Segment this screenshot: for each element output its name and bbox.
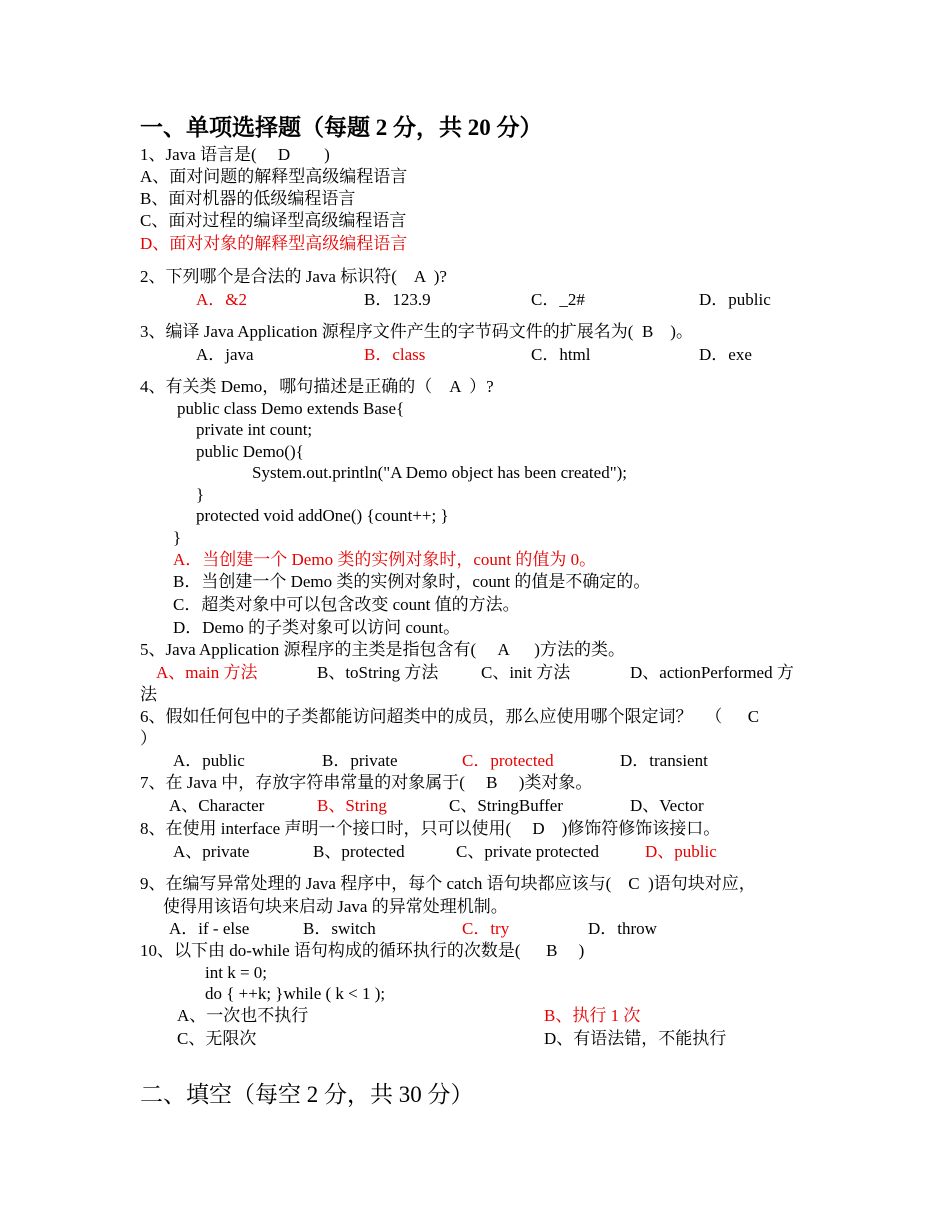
q2-option-c: C．_2# bbox=[531, 290, 585, 309]
q1-option-b: B、面对机器的低级编程语言 bbox=[140, 189, 356, 208]
q10-option-a: A、一次也不执行 bbox=[177, 1006, 309, 1025]
q3-stem: 3、编译 Java Application 源程序文件产生的字节码文件的扩展名为( B )。 bbox=[140, 322, 693, 341]
q9-option-d: D．throw bbox=[588, 919, 657, 938]
q9-stem-wrap: 使得用该语句块来启动 Java 的异常处理机制。 bbox=[163, 897, 508, 916]
q5-option-a-answer: A、main 方法 bbox=[156, 663, 258, 682]
q9-option-b: B．switch bbox=[303, 919, 376, 938]
q4-stem: 4、有关类 Demo，哪句描述是正确的（ A ）? bbox=[140, 377, 494, 396]
q10-code-line: do { ++k; }while ( k < 1 ); bbox=[205, 984, 386, 1003]
q5-option-d-wrap: 法 bbox=[140, 685, 157, 704]
q4-code-line: } bbox=[173, 528, 182, 547]
q4-code-line: } bbox=[196, 485, 205, 504]
q10-code-line: int k = 0; bbox=[205, 963, 268, 982]
q1-option-a: A、面对问题的解释型高级编程语言 bbox=[140, 167, 408, 186]
q4-code-line: public Demo(){ bbox=[196, 442, 304, 461]
q2-stem: 2、下列哪个是合法的 Java 标识符( A )? bbox=[140, 267, 447, 286]
q6-option-c-answer: C．protected bbox=[462, 751, 554, 770]
q5-option-d: D、actionPerformed 方 bbox=[630, 663, 794, 682]
q4-option-b: B．当创建一个 Demo 类的实例对象时，count 的值是不确定的。 bbox=[173, 572, 651, 591]
q4-code-line: private int count; bbox=[196, 420, 313, 439]
q8-stem: 8、在使用 interface 声明一个接口时，只可以使用( D )修饰符修饰该接口。 bbox=[140, 819, 721, 838]
q4-code-line: public class Demo extends Base{ bbox=[177, 399, 405, 418]
q9-option-a: A．if - else bbox=[169, 919, 250, 938]
q7-option-a: A、Character bbox=[169, 796, 265, 815]
q4-option-c: C．超类对象中可以包含改变 count 值的方法。 bbox=[173, 595, 520, 614]
q6-stem: 6、假如任何包中的子类都能访问超类中的成员，那么应使用哪个限定词？ （ C bbox=[140, 707, 760, 726]
q1-option-d-answer: D、面对对象的解释型高级编程语言 bbox=[140, 234, 408, 253]
q7-option-d: D、Vector bbox=[630, 796, 704, 815]
q5-option-b: B、toString 方法 bbox=[317, 663, 439, 682]
q3-option-c: C．html bbox=[531, 345, 591, 364]
q6-option-d: D．transient bbox=[620, 751, 708, 770]
q4-option-a-answer: A．当创建一个 Demo 类的实例对象时，count 的值为 0。 bbox=[173, 550, 597, 569]
q8-option-d-answer: D、public bbox=[645, 842, 717, 861]
q3-option-d: D．exe bbox=[699, 345, 752, 364]
q4-code-line: System.out.println("A Demo object has been created"); bbox=[252, 463, 628, 482]
q9-stem: 9、在编写异常处理的 Java 程序中，每个 catch 语句块都应该与( C )语句块对应， bbox=[140, 874, 756, 893]
q7-option-b-answer: B、String bbox=[317, 796, 387, 815]
q8-option-c: C、private protected bbox=[456, 842, 600, 861]
q7-stem: 7、在 Java 中，存放字符串常量的对象属于( B )类对象。 bbox=[140, 773, 593, 792]
q10-option-c: C、无限次 bbox=[177, 1029, 257, 1048]
q2-option-a-answer: A．&2 bbox=[196, 290, 247, 309]
q9-option-c-answer: C．try bbox=[462, 919, 510, 938]
q8-option-b: B、protected bbox=[313, 842, 405, 861]
section-2-title: 二、填空（每空 2 分，共 30 分） bbox=[140, 1082, 474, 1107]
q3-option-b-answer: B．class bbox=[364, 345, 426, 364]
q1-stem: 1、Java 语言是( D ) bbox=[140, 145, 330, 164]
q7-option-c: C、StringBuffer bbox=[449, 796, 563, 815]
q8-option-a: A、private bbox=[173, 842, 250, 861]
q6-option-b: B．private bbox=[322, 751, 398, 770]
q4-code-line: protected void addOne() {count++; } bbox=[196, 506, 449, 525]
q2-option-b: B．123.9 bbox=[364, 290, 431, 309]
q10-stem: 10、以下由 do-while 语句构成的循环执行的次数是( B ) bbox=[140, 941, 585, 960]
q3-option-a: A．java bbox=[196, 345, 254, 364]
q1-option-c: C、面对过程的编译型高级编程语言 bbox=[140, 211, 407, 230]
q6-stem-wrap: ） bbox=[140, 729, 157, 748]
q5-option-c: C、init 方法 bbox=[481, 663, 571, 682]
q5-stem: 5、Java Application 源程序的主类是指包含有( A )方法的类。 bbox=[140, 640, 625, 659]
section-1-title: 一、单项选择题（每题 2 分，共 20 分） bbox=[140, 115, 543, 140]
q6-option-a: A．public bbox=[173, 751, 245, 770]
q2-option-d: D．public bbox=[699, 290, 771, 309]
q10-option-d: D、有语法错，不能执行 bbox=[544, 1029, 727, 1048]
q10-option-b-answer: B、执行 1 次 bbox=[544, 1006, 641, 1025]
q4-option-d: D．Demo 的子类对象可以访问 count。 bbox=[173, 618, 461, 637]
